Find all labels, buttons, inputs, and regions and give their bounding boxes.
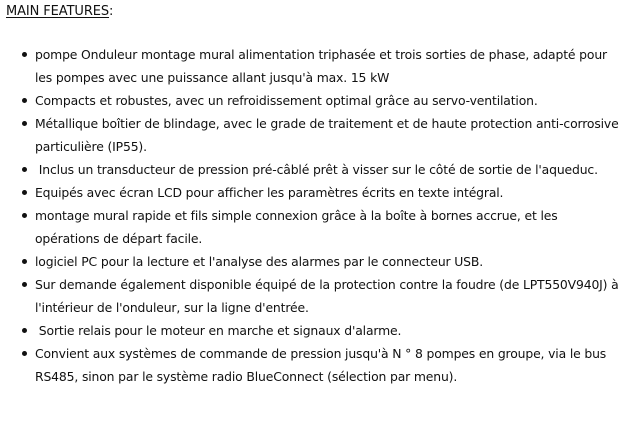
- section-heading: [6, 4, 113, 20]
- list-item: [35, 273, 625, 319]
- feature-text: montage mural rapide et fils simple connexion grâce à la boîte à bornes accrue, et les opérations de départ facile.: [35, 208, 558, 246]
- bullet-icon: [22, 351, 27, 356]
- list-item: [35, 181, 625, 204]
- list-item: [35, 204, 625, 250]
- bullet-icon: [22, 52, 27, 57]
- bullet-icon: [22, 213, 27, 218]
- bullet-icon: [22, 190, 27, 195]
- bullet-icon: [22, 121, 27, 126]
- feature-text: logiciel PC pour la lecture et l'analyse des alarmes par le connecteur USB.: [35, 254, 484, 269]
- feature-text: Sur demande également disponible équipé de la protection contre la foudre (de LPT550V940J) à l'intérieur de l'onduleur, sur la ligne d'entrée.: [35, 277, 619, 315]
- bullet-icon: [22, 167, 27, 172]
- feature-text: Inclus un transducteur de pression pré-câblé prêt à visser sur le côté de sortie de l'aqueduc.: [35, 162, 598, 177]
- list-item: [35, 319, 625, 342]
- heading-colon: :: [109, 4, 114, 19]
- heading-text: MAIN FEATURES: [6, 4, 110, 19]
- feature-text: Compacts et robustes, avec un refroidissement optimal grâce au servo-ventilation.: [35, 93, 538, 108]
- feature-text: Equipés avec écran LCD pour afficher les paramètres écrits en texte intégral.: [35, 185, 504, 200]
- list-item: [35, 342, 625, 388]
- feature-text: Convient aux systèmes de commande de pression jusqu'à N ° 8 pompes en groupe, via le bus RS485, sinon par le système radio BlueConnect (sélection par menu).: [35, 346, 607, 384]
- list-item: [35, 158, 625, 181]
- list-item: [35, 112, 625, 158]
- bullet-icon: [22, 259, 27, 264]
- list-item: [35, 250, 625, 273]
- list-item: [35, 89, 625, 112]
- feature-text: pompe Onduleur montage mural alimentation triphasée et trois sorties de phase, adapté pour les pompes avec une puissance allant jusqu'à max. 15 kW: [35, 47, 607, 85]
- feature-text: Métallique boîtier de blindage, avec le grade de traitement et de haute protection anti-corrosive particulière (IP55).: [35, 116, 619, 154]
- feature-text: Sortie relais pour le moteur en marche et signaux d'alarme.: [35, 323, 402, 338]
- bullet-icon: [22, 98, 27, 103]
- features-list: [0, 43, 625, 388]
- list-item: [35, 43, 625, 89]
- bullet-icon: [22, 282, 27, 287]
- bullet-icon: [22, 328, 27, 333]
